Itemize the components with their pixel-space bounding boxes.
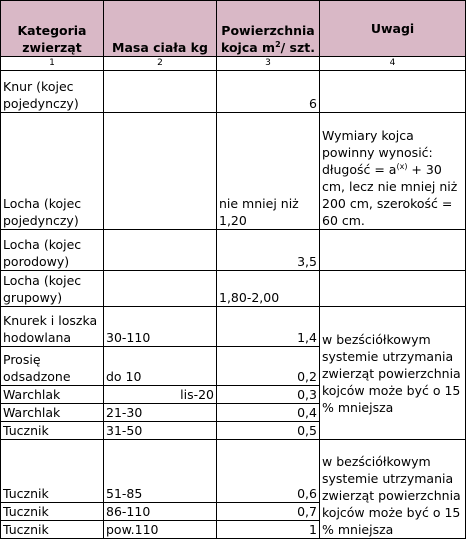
header-notes: Uwagi [320,1,466,57]
col-number-2: 2 [104,57,217,71]
mass-cell: 31-50 [104,422,217,440]
notes-cell: Wymiary kojca powinny wynosić: długość = $a^{(x)} + 30$ cm, lecz nie mniej niż 200 cm, szerokość = 60 cm. [320,113,466,230]
area-cell: 1,80-2,00 [217,271,320,307]
category-cell: Warchlak [1,404,104,422]
area-cell: 3,5 [217,230,320,271]
notes-cell [320,271,466,307]
header-row [1,1,466,57]
area-cell: 0,2 [217,347,320,386]
mass-cell: pow.110 [104,521,217,539]
category-cell: Tucznik [1,521,104,539]
notes-cell [320,230,466,271]
area-cell: 0,5 [217,422,320,440]
category-cell: Locha (kojec pojedynczy) [1,113,104,230]
mass-cell: do 10 [104,347,217,386]
category-cell: Prosię odsadzone [1,347,104,386]
category-cell: Tucznik [1,440,104,503]
area-cell: 6 [217,71,320,113]
area-cell: 0,4 [217,404,320,422]
col-number-4: 4 [320,57,466,71]
header-category: Kategoria zwierząt [1,1,104,57]
mass-cell: lis-20 [104,386,217,404]
notes-cell: w bezściółkowym systemie utrzymania zwierząt powierzchnia kojców może być o 15 % mniejsza [320,440,466,539]
table-row [1,307,466,347]
area-cell: 0,7 [217,503,320,521]
mass-cell: 21-30 [104,404,217,422]
category-cell: Locha (kojec grupowy) [1,271,104,307]
category-cell: Knur (kojec pojedynczy) [1,71,104,113]
area-cell: 1 [217,521,320,539]
category-cell: Tucznik [1,422,104,440]
mass-cell: 51-85 [104,440,217,503]
column-number-row [1,57,466,71]
header-mass: Masa ciała kg [104,1,217,57]
mass-cell: 86-110 [104,503,217,521]
table-row [1,440,466,503]
area-cell: 0,6 [217,440,320,503]
header-area: Powierzchnia kojca $m^2/$ szt. [217,1,320,57]
notes-cell: w bezściółkowym systemie utrzymania zwierząt powierzchnia kojców może być o 15 % mniejsza [320,307,466,440]
mass-cell [104,71,217,113]
col-number-3: 3 [217,57,320,71]
mass-cell [104,271,217,307]
area-cell: nie mniej niż 1,20 [217,113,320,230]
table-row [1,113,466,230]
category-cell: Warchlak [1,386,104,404]
category-cell: Tucznik [1,503,104,521]
notes-cell [320,71,466,113]
area-cell: 1,4 [217,307,320,347]
mass-cell [104,113,217,230]
table-row [1,71,466,113]
table-row [1,271,466,307]
mass-cell: 30-110 [104,307,217,347]
table-row [1,230,466,271]
category-cell: Knurek i loszka hodowlana [1,307,104,347]
area-cell: 0,3 [217,386,320,404]
category-cell: Locha (kojec porodowy) [1,230,104,271]
col-number-1: 1 [1,57,104,71]
mass-cell [104,230,217,271]
